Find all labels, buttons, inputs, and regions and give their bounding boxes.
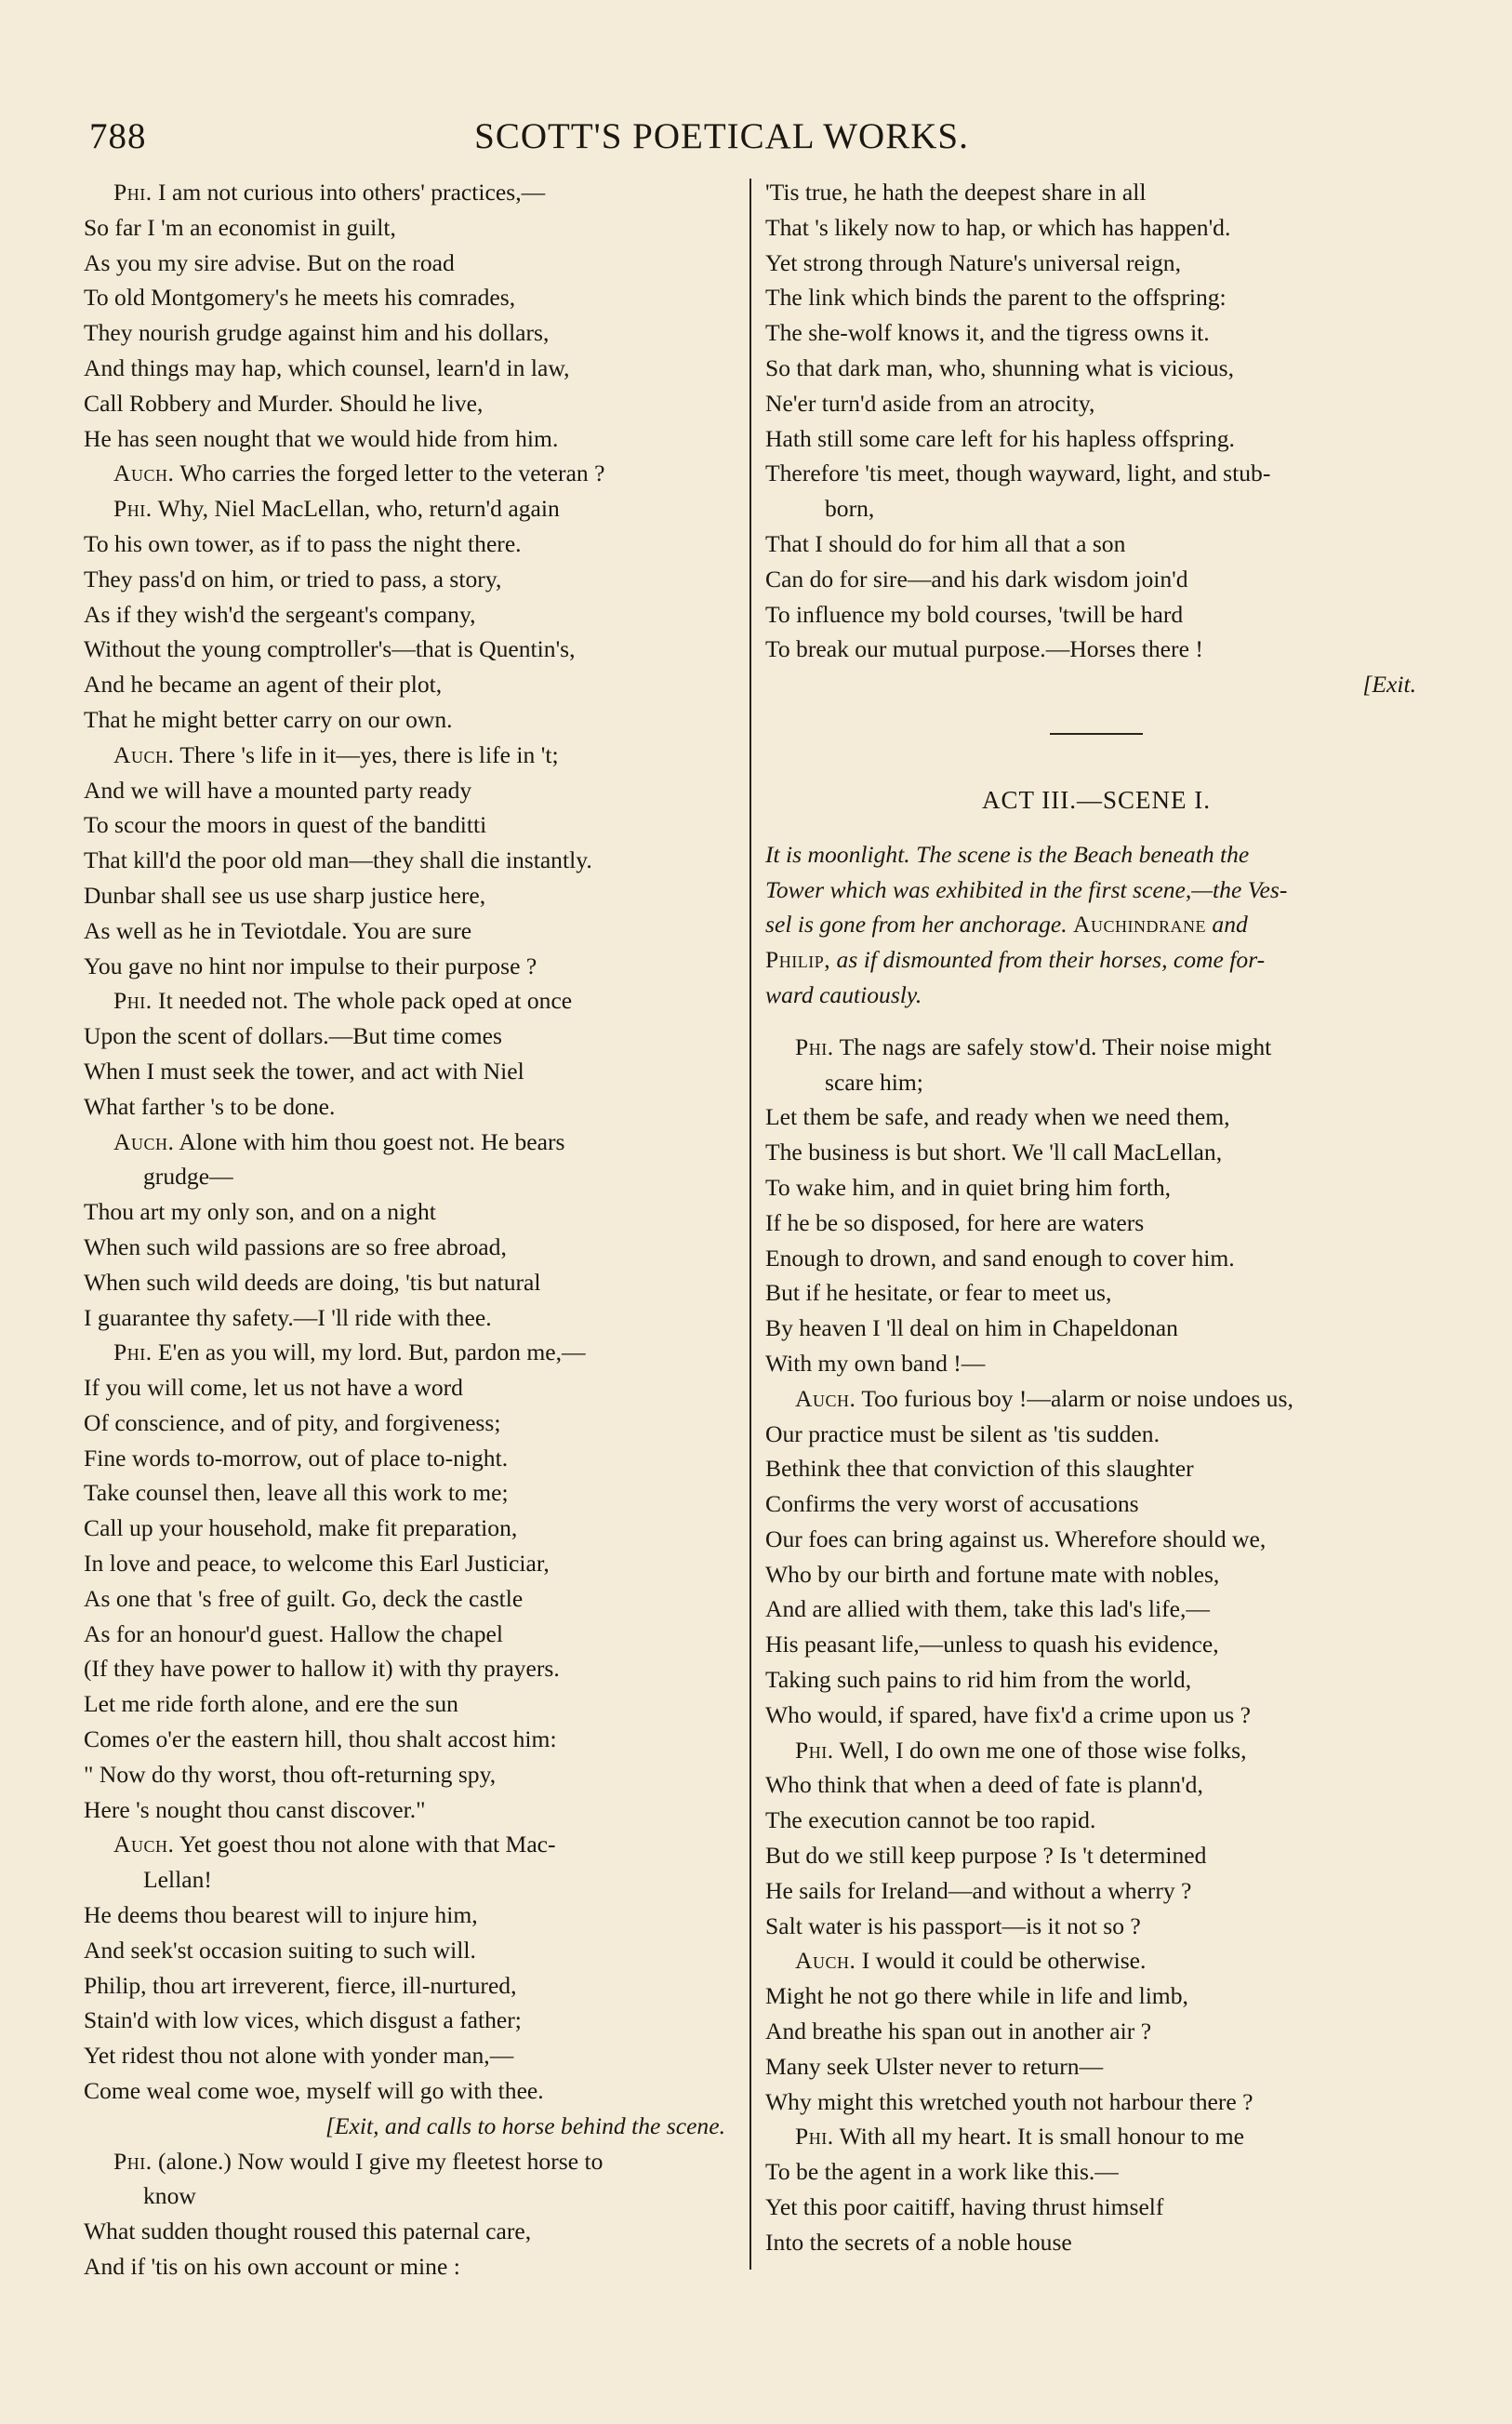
verse-line: Yet strong through Nature's universal reign, — [765, 248, 1181, 276]
speaker-name: Phi. — [795, 2123, 834, 2151]
verse-line: To his own tower, as if to pass the night there. — [84, 529, 522, 557]
scene-direction-text: sel is gone from her anchorage. — [765, 911, 1068, 939]
speech-line — [84, 2144, 735, 2179]
verse-line: Without the young comptroller's—that is Quentin's, — [84, 635, 576, 663]
speech-text: (alone.) Now would I give my fleetest horse to — [158, 2147, 603, 2175]
speaker-name: Auch. — [795, 1947, 856, 1975]
verse-line: Comes o'er the eastern hill, thou shalt accost him: — [84, 1725, 557, 1753]
verse-line: Taking such pains to rid him from the world, — [765, 1666, 1192, 1694]
speech-line — [84, 983, 735, 1019]
verse-line: As if they wish'd the sergeant's company, — [84, 600, 476, 628]
verse-line: His peasant life,—unless to quash his evidence, — [765, 1631, 1219, 1658]
speech-line — [84, 175, 735, 210]
verse-line: But do we still keep purpose ? Is 't determined — [765, 1842, 1207, 1870]
verse-line: To be the agent in a work like this.— — [765, 2158, 1119, 2186]
speech-text: Too furious boy !—alarm or noise undoes us, — [861, 1384, 1293, 1412]
verse-line: And are allied with them, take this lad's life,— — [765, 1595, 1210, 1623]
verse-line: The execution cannot be too rapid. — [765, 1806, 1096, 1834]
speaker-name: Auch. — [113, 459, 175, 487]
speech-text: E'en as you will, my lord. But, pardon me,— — [158, 1339, 586, 1366]
verse-line: So that dark man, who, shunning what is vicious, — [765, 353, 1235, 381]
verse-line: Take counsel then, leave all this work to me; — [84, 1479, 509, 1507]
verse-line: Here 's nought thou canst discover." — [84, 1795, 426, 1823]
speech-line — [84, 738, 735, 773]
speaker-name: Phi. — [113, 1339, 153, 1366]
verse-line: To scour the moors in quest of the banditti — [84, 811, 487, 839]
verse-line: When I must seek the tower, and act with Niel — [84, 1057, 524, 1085]
verse-line: Salt water is his passport—is it not so ? — [765, 1911, 1141, 1939]
verse-line: He sails for Ireland—and without a wherry ? — [765, 1876, 1192, 1904]
scene-direction-line: ward cautiously. — [765, 980, 922, 1008]
page-number: 788 — [89, 116, 147, 156]
verse-line: When such wild deeds are doing, 'tis but natural — [84, 1268, 541, 1296]
verse-line: Hath still some care left for his hapless offspring. — [765, 424, 1235, 452]
speech-line — [84, 1335, 735, 1370]
verse-line: With my own band !— — [765, 1349, 986, 1377]
verse-line: To wake him, and in quiet bring him forth, — [765, 1173, 1172, 1201]
verse-line: Call Robbery and Murder. Should he live, — [84, 389, 484, 417]
speech-text: The nags are safely stow'd. Their noise might — [839, 1032, 1272, 1060]
scene-direction-text: and — [1212, 911, 1248, 939]
speech-line — [84, 1827, 735, 1862]
verse-line: Call up your household, make fit preparation, — [84, 1514, 518, 1542]
column-divider-rule — [749, 179, 751, 2270]
verse-line: Our foes can bring against us. Wherefore should we, — [765, 1525, 1267, 1552]
verse-continuation: know — [143, 2182, 196, 2210]
speaker-name: Phi. — [113, 2147, 153, 2175]
verse-line: Bethink thee that conviction of this slaughter — [765, 1455, 1194, 1483]
verse-line: (If they have power to hallow it) with thy prayers. — [84, 1655, 560, 1683]
speaker-name: Auch. — [113, 1127, 175, 1155]
speech-text: I would it could be otherwise. — [861, 1947, 1147, 1975]
verse-continuation: born, — [825, 495, 875, 523]
verse-line: Upon the scent of dollars.—But time comes — [84, 1022, 502, 1050]
speech-line — [765, 1733, 1427, 1768]
verse-line: The she-wolf knows it, and the tigress owns it. — [765, 319, 1210, 347]
verse-line: He deems thou bearest will to injure him, — [84, 1901, 478, 1929]
speech-text: Why, Niel MacLellan, who, return'd again — [157, 495, 560, 523]
speech-text: Yet goest thou not alone with that Mac- — [179, 1831, 556, 1858]
verse-line: Ne'er turn'd aside from an atrocity, — [765, 389, 1095, 417]
right-column-bottom-text — [765, 1030, 1427, 2260]
scene-direction-line — [765, 907, 1427, 942]
verse-continuation: grudge— — [143, 1163, 233, 1191]
verse-line: What sudden thought roused this paternal care, — [84, 2218, 532, 2245]
verse-line: If you will come, let us not have a word — [84, 1374, 463, 1402]
verse-line: Fine words to-morrow, out of place to-night. — [84, 1444, 509, 1472]
speech-line — [765, 1030, 1427, 1065]
verse-continuation: scare him; — [825, 1068, 923, 1096]
verse-line: Enough to drown, and sand enough to cover him. — [765, 1244, 1235, 1272]
speech-line — [765, 1943, 1427, 1978]
verse-line: They nourish grudge against him and his dollars, — [84, 319, 550, 347]
verse-line: If he be so disposed, for here are waters — [765, 1208, 1145, 1236]
verse-line: Thou art my only son, and on a night — [84, 1198, 436, 1226]
verse-line: Why might this wretched youth not harbour there ? — [765, 2087, 1253, 2115]
verse-line: What farther 's to be done. — [84, 1092, 336, 1120]
verse-line: And if 'tis on his own account or mine : — [84, 2253, 460, 2281]
character-name: Auchindrane — [1073, 911, 1207, 939]
verse-line: Let them be safe, and ready when we need them, — [765, 1103, 1230, 1131]
verse-line: Our practice must be silent as 'tis sudden. — [765, 1419, 1160, 1447]
verse-line: As well as he in Teviotdale. You are sure — [84, 916, 472, 944]
left-column — [84, 175, 735, 2284]
spacer — [765, 1013, 1427, 1030]
speech-text: Who carries the forged letter to the veteran ? — [179, 459, 605, 487]
speech-text: Well, I do own me one of those wise folks, — [839, 1736, 1247, 1764]
verse-line: Philip, thou art irreverent, fierce, ill-nurtured, — [84, 1971, 517, 1999]
verse-line: And seek'st occasion suiting to such will. — [84, 1936, 476, 1964]
scene-direction-line — [765, 942, 1427, 978]
verse-line: To influence my bold courses, 'twill be hard — [765, 600, 1184, 628]
verse-line: Might he not go there while in life and limb, — [765, 1982, 1188, 2010]
verse-line: So far I 'm an economist in guilt, — [84, 213, 396, 241]
verse-line: When such wild passions are so free abroad, — [84, 1232, 507, 1260]
speech-text: With all my heart. It is small honour to me — [839, 2123, 1244, 2151]
verse-continuation: Lellan! — [143, 1866, 212, 1894]
verse-line: To old Montgomery's he meets his comrades, — [84, 284, 516, 312]
verse-line: Dunbar shall see us use sharp justice here, — [84, 881, 486, 909]
verse-line: Into the secrets of a noble house — [765, 2228, 1072, 2256]
verse-line: And we will have a mounted party ready — [84, 776, 472, 804]
verse-line: I guarantee thy safety.—I 'll ride with thee. — [84, 1303, 492, 1331]
speech-text: Alone with him thou goest not. He bears — [179, 1127, 565, 1155]
verse-line: Confirms the very worst of accusations — [765, 1490, 1139, 1518]
speech-line — [84, 456, 735, 491]
scene-direction — [765, 837, 1427, 1013]
stage-direction: [Exit. — [1362, 671, 1416, 699]
verse-line: Who by our birth and fortune mate with nobles, — [765, 1560, 1220, 1588]
verse-line: He has seen nought that we would hide from him. — [84, 424, 559, 452]
speech-text: There 's life in it—yes, there is life in 't; — [179, 740, 559, 768]
verse-line: Can do for sire—and his dark wisdom join'd — [765, 565, 1188, 593]
verse-line: The link which binds the parent to the offspring: — [765, 284, 1227, 312]
verse-line: They pass'd on him, or tried to pass, a story, — [84, 565, 502, 593]
verse-line: And things may hap, which counsel, learn'd in law, — [84, 353, 570, 381]
running-title: SCOTT'S POETICAL WORKS. — [474, 116, 969, 156]
verse-line: As for an honour'd guest. Hallow the chapel — [84, 1619, 503, 1647]
verse-line: That kill'd the poor old man—they shall die instantly. — [84, 846, 592, 874]
verse-line: You gave no hint nor impulse to their purpose ? — [84, 952, 537, 979]
speech-line — [84, 491, 735, 526]
act-heading: ACT III.—SCENE I. — [982, 785, 1211, 814]
verse-line: Yet this poor caitiff, having thrust himself — [765, 2193, 1164, 2221]
speaker-name: Phi. — [795, 1032, 834, 1060]
verse-line: Yet ridest thou not alone with yonder man,— — [84, 2042, 514, 2070]
speech-line — [84, 1125, 735, 1160]
verse-line: But if he hesitate, or fear to meet us, — [765, 1279, 1112, 1307]
speaker-name: Auch. — [795, 1384, 856, 1412]
verse-line: Let me ride forth alone, and ere the sun — [84, 1690, 458, 1718]
verse-line: Many seek Ulster never to return— — [765, 2052, 1104, 2080]
speech-text: I am not curious into others' practices,— — [158, 179, 546, 206]
verse-line: That I should do for him all that a son — [765, 529, 1126, 557]
speaker-name: Phi. — [113, 987, 153, 1015]
character-name: Philip, — [765, 946, 831, 974]
verse-line: As one that 's free of guilt. Go, deck the castle — [84, 1584, 524, 1612]
verse-line: Stain'd with low vices, which disgust a father; — [84, 2006, 522, 2034]
verse-line: And he became an agent of their plot, — [84, 671, 443, 699]
verse-line: To break our mutual purpose.—Horses there ! — [765, 635, 1203, 663]
verse-line: Who think that when a deed of fate is plann'd, — [765, 1771, 1203, 1799]
verse-line: As you my sire advise. But on the road — [84, 248, 455, 276]
verse-line: Therefore 'tis meet, though wayward, light, and stub- — [765, 459, 1271, 487]
verse-line: And breathe his span out in another air ? — [765, 2018, 1152, 2045]
page-header — [89, 115, 1354, 171]
scene-direction-line: Tower which was exhibited in the first scene,—the Ves- — [765, 875, 1288, 903]
verse-line: Of conscience, and of pity, and forgiveness; — [84, 1408, 501, 1436]
scene-direction-line: It is moonlight. The scene is the Beach beneath the — [765, 840, 1250, 868]
verse-line: That he might better carry on our own. — [84, 705, 453, 733]
speaker-name: Phi. — [113, 179, 153, 206]
verse-line: The business is but short. We 'll call MacLellan, — [765, 1139, 1223, 1166]
speaker-name: Phi. — [113, 495, 153, 523]
speaker-name: Auch. — [113, 1831, 175, 1858]
speaker-name: Phi. — [795, 1736, 834, 1764]
speech-line — [765, 2119, 1427, 2154]
scene-direction-text: as if dismounted from their horses, come for- — [836, 946, 1266, 974]
stage-direction: [Exit, and calls to horse behind the scene. — [325, 2111, 725, 2139]
verse-line: By heaven I 'll deal on him in Chapeldonan — [765, 1314, 1178, 1342]
right-column-top-text — [765, 175, 1427, 702]
speech-line — [765, 1381, 1427, 1417]
speech-text: It needed not. The whole pack oped at once — [158, 987, 573, 1015]
verse-line: Come weal come woe, myself will go with thee. — [84, 2077, 544, 2105]
verse-line: " Now do thy worst, thou oft-returning spy, — [84, 1760, 497, 1788]
verse-line: 'Tis true, he hath the deepest share in all — [765, 179, 1147, 206]
verse-line: In love and peace, to welcome this Earl Justiciar, — [84, 1550, 550, 1578]
verse-line: Who would, if spared, have fix'd a crime upon us ? — [765, 1700, 1252, 1728]
act-divider-rule — [1050, 733, 1143, 735]
speaker-name: Auch. — [113, 740, 175, 768]
verse-line: That 's likely now to hap, or which has happen'd. — [765, 213, 1231, 241]
right-column — [765, 175, 1427, 2260]
